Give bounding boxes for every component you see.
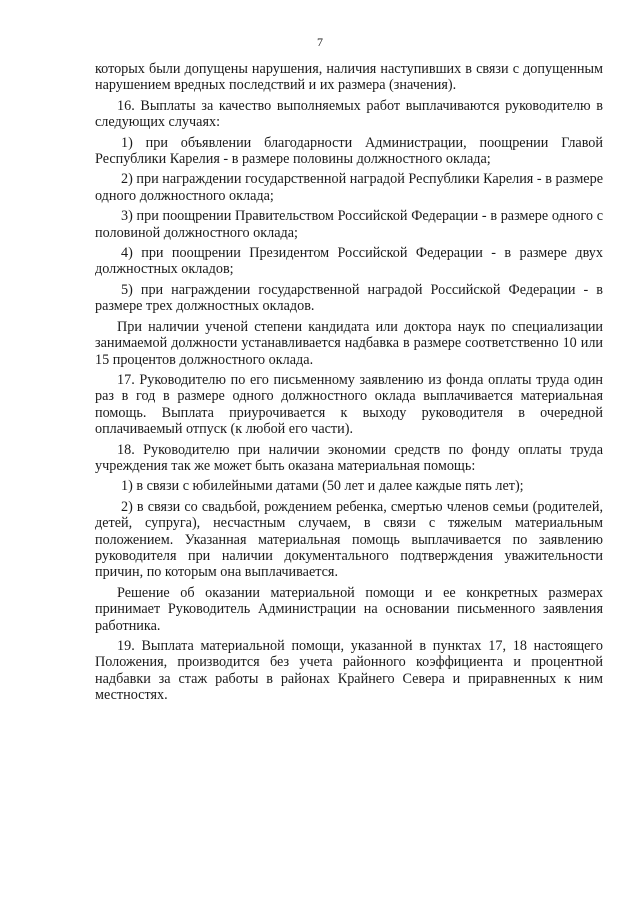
paragraph-academic-degree: При наличии ученой степени кандидата или доктора наук по специализации занимаемой должности устанавливается надбавка в размере соответственно 10 или 15 процентов должностного оклада. [95,318,603,368]
list-item-16-5: 5) при награждении государственной наградой Российской Федерации - в размере трех должностных окладов. [95,281,603,315]
paragraph-item-18: 18. Руководителю при наличии экономии средств по фонду оплаты труда учреждения так же может быть оказана материальная помощь: [95,441,603,474]
paragraph-item-16: 16. Выплаты за качество выполняемых работ выплачиваются руководителю в следующих случаях: [95,97,603,131]
paragraph-item-17: 17. Руководителю по его письменному заявлению из фонда оплаты труда один раз в год в размере одного должностного оклада выплачивается материальная помощь. Выплата приурочивается к выходу руководителя в очередной оплачиваемый отпуск (к любой его части). [95,371,603,438]
list-item-16-1: 1) при объявлении благодарности Администрации, поощрении Главой Республики Карелия - в размере половины должностного оклада; [95,134,603,168]
page-number: 7 [317,35,323,49]
paragraph-continuation: которых были допущены нарушения, наличия наступивших в связи с допущенным нарушением вредных последствий и их размера (значения). [95,61,603,94]
list-item-16-4: 4) при поощрении Президентом Российской Федерации - в размере двух должностных окладов; [95,245,603,278]
list-item-16-2: 2) при награждении государственной наградой Республики Карелия - в размере одного должностного оклада; [95,171,603,204]
list-item-18-1: 1) в связи с юбилейными датами (50 лет и далее каждые пять лет); [121,478,524,495]
document-body [95,61,603,708]
paragraph-decision: Решение об оказании материальной помощи и ее конкретных размерах принимает Руководитель Администрации на основании письменного заявления работника. [95,584,603,634]
paragraph-item-19: 19. Выплата материальной помощи, указанной в пунктах 17, 18 настоящего Положения, производится без учета районного коэффициента и процентной надбавки за стаж работы в районах Крайнего Севера и приравненных к ним местностях. [95,638,603,704]
list-item-18-2: 2) в связи со свадьбой, рождением ребенка, смертью членов семьи (родителей, детей, супруга), несчастным случаем, в связи с тяжелым материальным положением. Указанная материальная помощь выплачивается по заявлению руководителя при наличии документального подтверждения уважительности причин, по которым она выплачивается. [95,498,603,581]
list-item-16-3: 3) при поощрении Правительством Российской Федерации - в размере одного с половиной должностного оклада; [95,208,603,241]
